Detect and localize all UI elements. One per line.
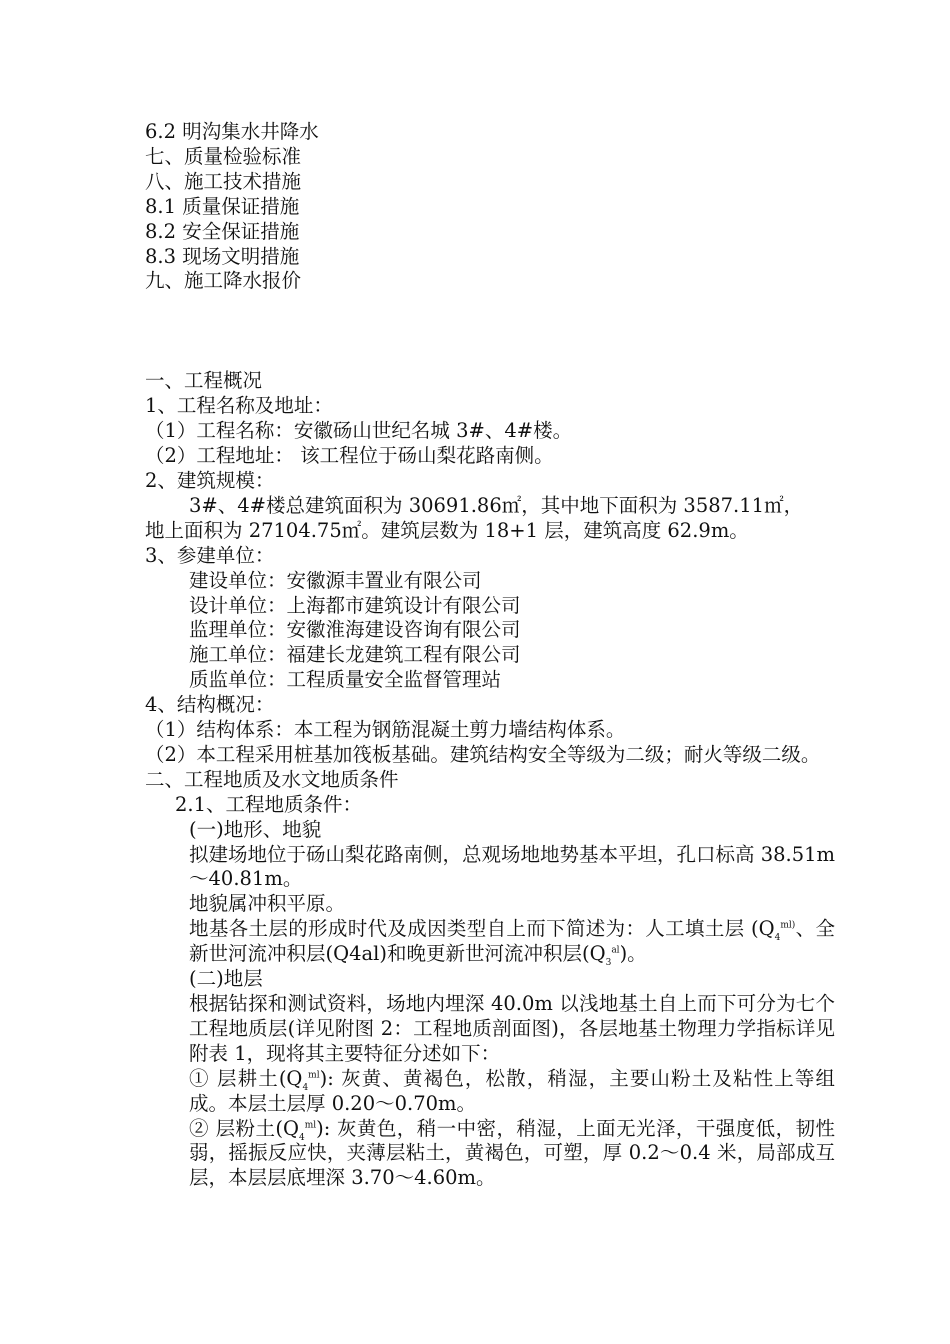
toc-item: 七、质量检验标准 (145, 144, 302, 168)
document-page (145, 120, 835, 1191)
structure-system: （1）结构体系：本工程为钢筋混凝土剪力墙结构体系。 (145, 718, 626, 742)
unit-line: 建设单位：安徽源丰置业有限公司 (189, 568, 482, 592)
layer-item (145, 1117, 835, 1192)
unit-line: 监理单位：安徽淮海建设咨询有限公司 (189, 618, 521, 642)
text-run: )。 (619, 942, 647, 966)
unit-line: 质监单位：工程质量安全监督管理站 (189, 668, 502, 692)
section-heading: 一、工程概况 (145, 369, 263, 393)
text-run: ② 层粉土(Q (189, 1116, 299, 1140)
superscript: al (611, 945, 620, 956)
item-heading: 3、参建单位： (145, 543, 275, 567)
text-run: 地基各土层的形成时代及成因类型自上而下简述为：人工填土层 (Q (189, 917, 775, 941)
scale-text: 地上面积为 27104.75㎡。建筑层数为 18+1 层，建筑高度 62.9m。 (145, 518, 749, 542)
toc-item: 6.2 明沟集水井降水 (145, 120, 319, 143)
subsection-title: (二)地层 (189, 967, 263, 991)
paragraph: 拟建场地位于砀山梨花路南侧，总观场地地势基本平坦，孔口标高 38.51m～40.81m。 (189, 842, 836, 891)
layer-item (145, 1067, 835, 1117)
toc-item: 8.3 现场文明措施 (145, 244, 300, 268)
superscript: ml (308, 1070, 320, 1081)
structure-foundation: （2）本工程采用桩基加筏板基础。建筑结构安全等级为二级；耐火等级二级。 (145, 742, 821, 766)
toc-item: 8.2 安全保证措施 (145, 219, 300, 243)
item-heading: 4、结构概况： (145, 693, 275, 717)
scale-text: 3#、4#楼总建筑面积为 30691.86㎡，其中地下面积为 3587.11㎡， (189, 493, 804, 517)
paragraph: 根据钻探和测试资料，场地内埋深 40.0m 以浅地基土自上而下可分为七个工程地质层(详见附图 2：工程地质剖面图)，各层地基土物理力学指标详见附表 1，现将其主要特征分述如下： (189, 992, 835, 1065)
paragraph (145, 917, 835, 967)
superscript: ml) (780, 920, 796, 931)
section-heading: 二、工程地质及水文地质条件 (145, 767, 399, 791)
paragraph: 地貌属冲积平原。 (189, 892, 346, 916)
toc-item: 九、施工降水报价 (145, 269, 302, 293)
text-run: 、全新世河流冲积层(Q4al)和晚更新世河流冲积层(Q (189, 917, 835, 966)
item-heading: 2、建筑规模： (145, 468, 275, 492)
toc-item: 8.1 质量保证措施 (145, 194, 300, 218)
subsection-heading: 2.1、工程地质条件： (175, 792, 363, 816)
spacer (145, 294, 835, 369)
subscript: 3 (605, 958, 612, 969)
text-run: ): 灰黄色，稍一中密，稍湿，上面无光泽，干强度低，韧性弱，摇振反应快，夹薄层粘土，黄褐色，可塑，厚 0.2～0.4 米，局部成互层，本层层底埋深 3.70～4.60m。 (189, 1116, 835, 1190)
unit-line: 设计单位：上海都市建筑设计有限公司 (189, 593, 521, 617)
toc-item: 八、施工技术措施 (145, 169, 302, 193)
subscript: 4 (299, 1132, 305, 1143)
project-name: （1）工程名称：安徽砀山世纪名城 3#、4#楼。 (145, 419, 573, 443)
text-run: ): 灰黄、黄褐色，松散，稍湿，主要山粉土及粘性上等组成。本层土层厚 0.20～0.70m。 (189, 1066, 835, 1115)
unit-line: 施工单位：福建长龙建筑工程有限公司 (189, 643, 521, 667)
project-address: （2）工程地址： 该工程位于砀山梨花路南侧。 (145, 444, 554, 468)
toc-list (145, 120, 835, 294)
subscript: 4 (774, 933, 781, 944)
text-run: ① 层耕土(Q (189, 1066, 303, 1090)
subscript: 4 (302, 1082, 309, 1093)
subsection-title: (一)地形、地貌 (189, 817, 322, 841)
superscript: ml (304, 1120, 317, 1131)
item-heading: 1、工程名称及地址： (145, 394, 333, 418)
